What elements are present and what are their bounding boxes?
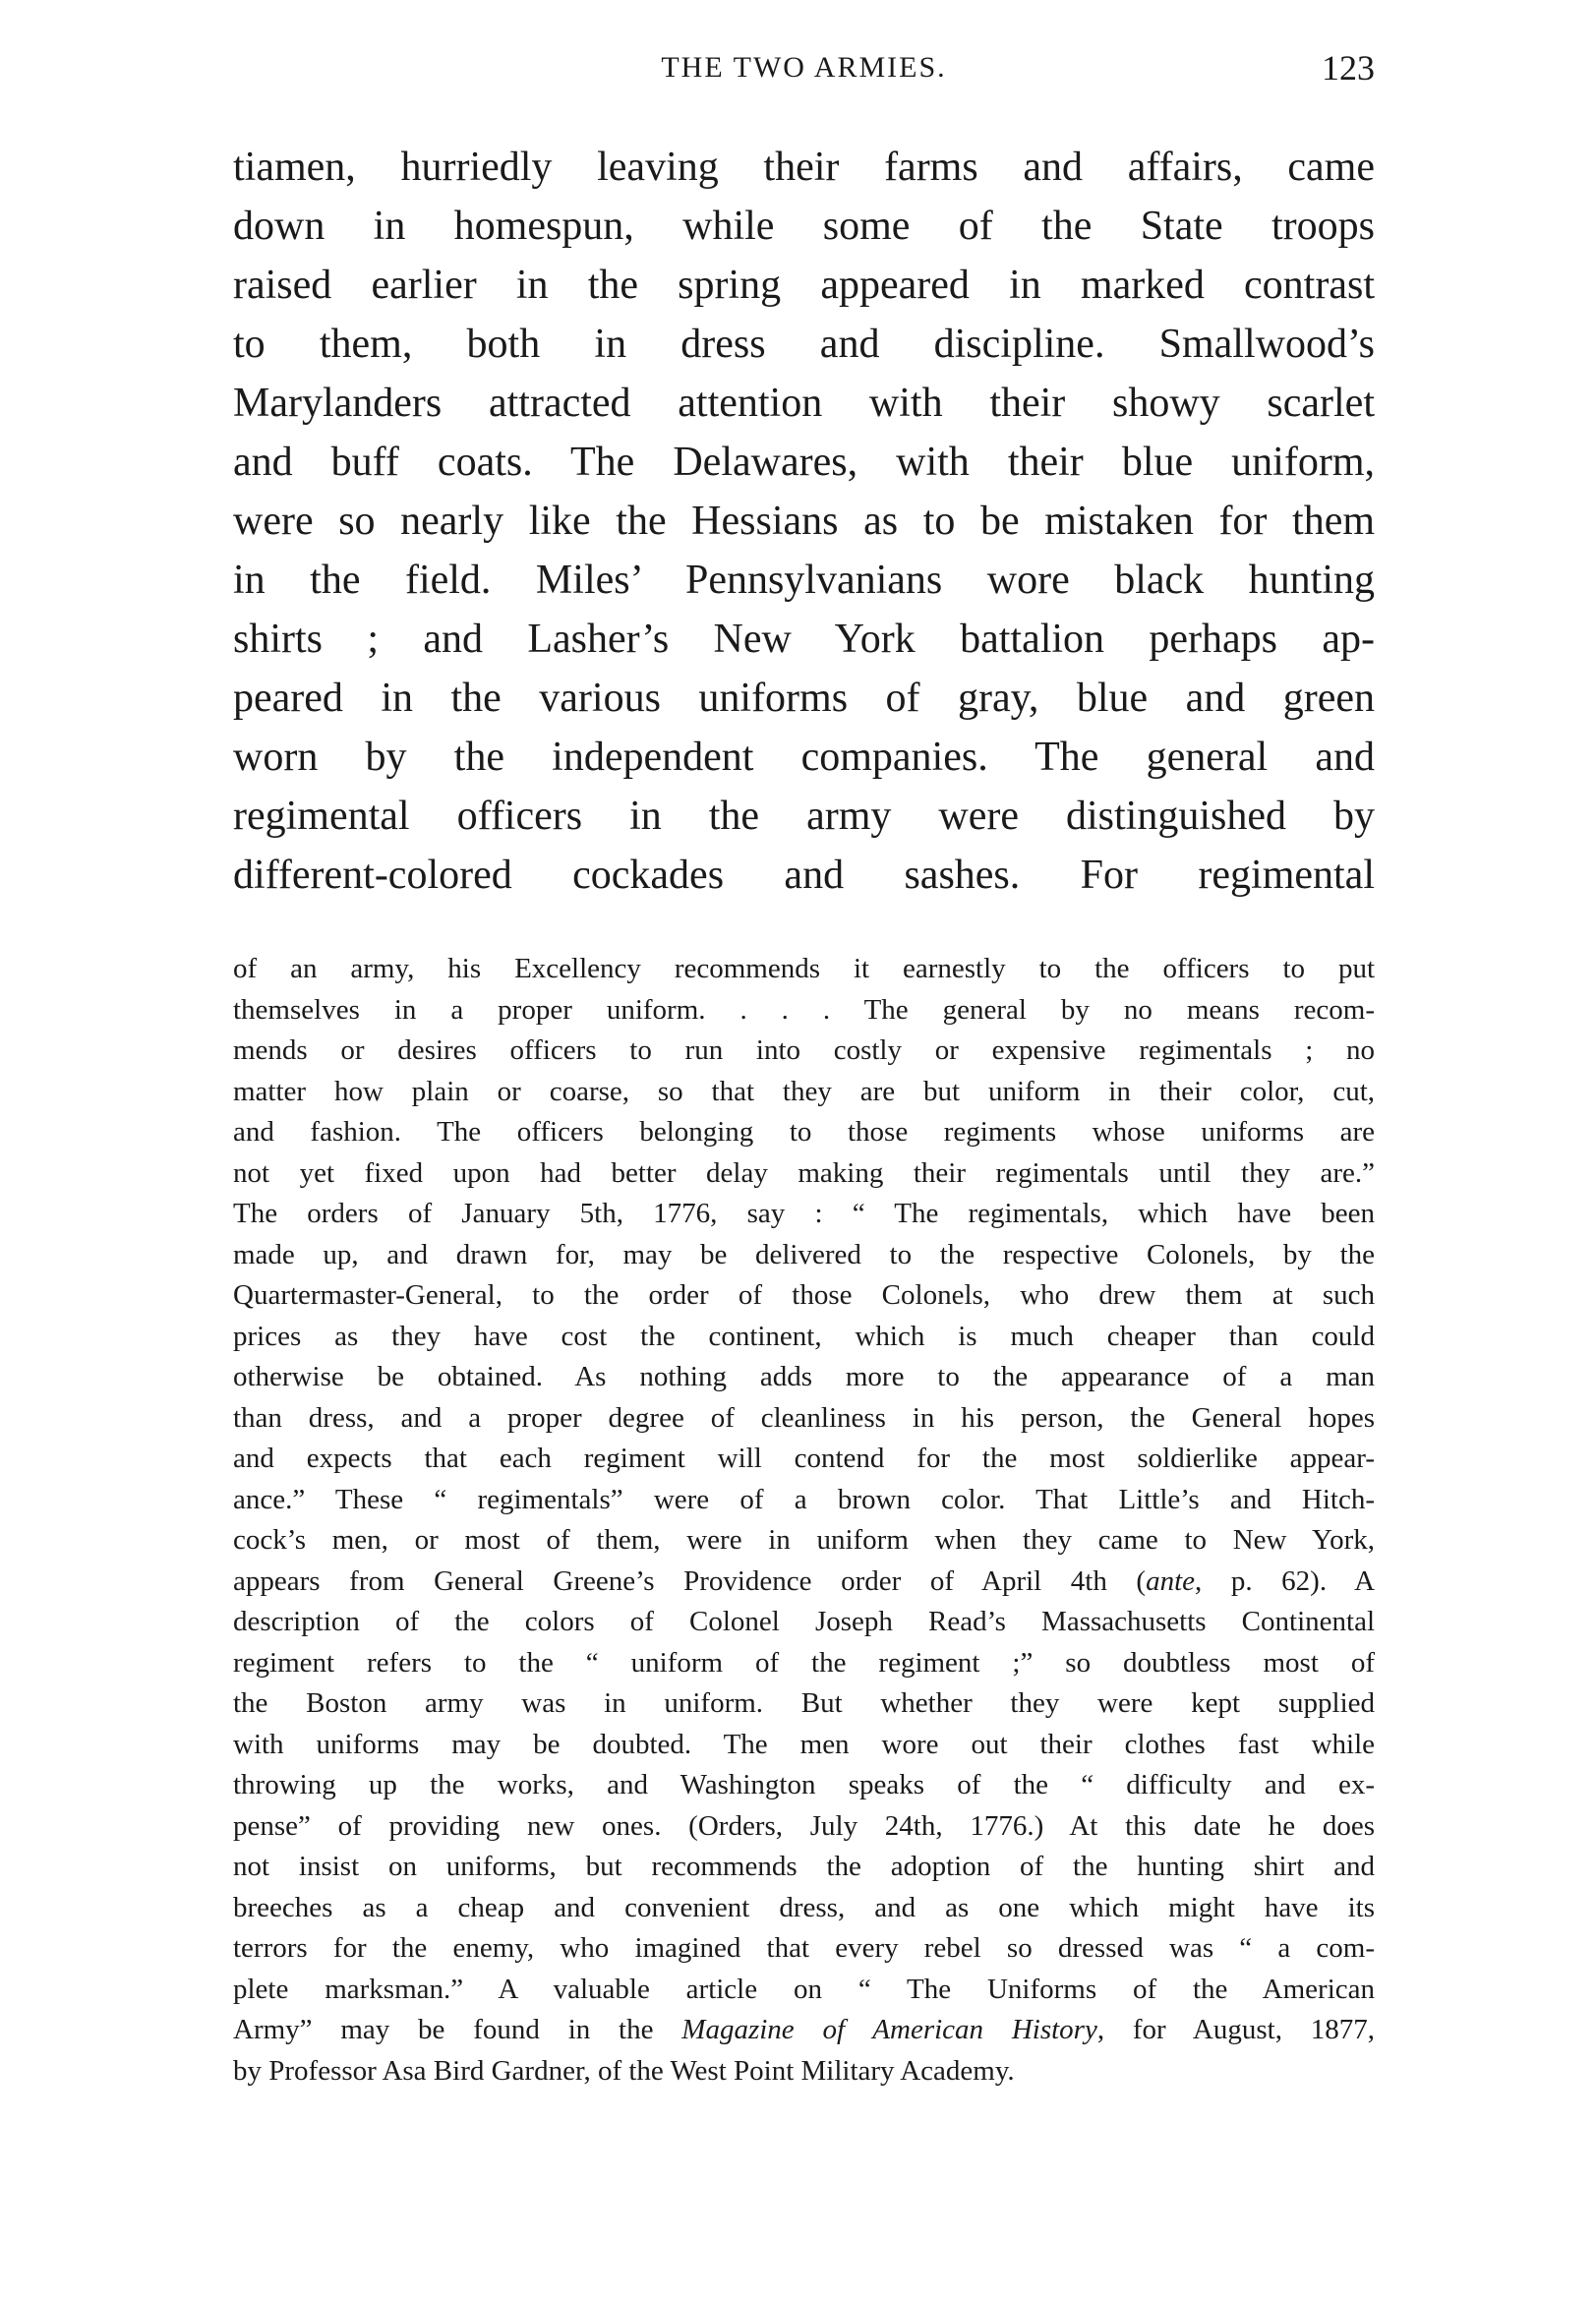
footnote-line	[233, 1072, 1375, 1113]
text-segment: themselves in a proper uniform. . . . The general by no means recom-	[233, 993, 1375, 1026]
text-segment: shirts ; and Lasher’s New York battalion perhaps ap-	[233, 617, 1375, 662]
text-segment: tiamen, hurriedly leaving their farms and affairs, came	[233, 145, 1375, 190]
footnote-line	[233, 1357, 1375, 1398]
footnote-line	[233, 1683, 1375, 1725]
text-segment: worn by the independent companies. The general and	[233, 735, 1375, 780]
body-line	[233, 669, 1375, 728]
text-segment: description of the colors of Colonel Joseph Read’s Massachusetts Continental	[233, 1606, 1375, 1637]
footnote-line	[233, 1847, 1375, 1888]
text-segment: , for August, 1877,	[1096, 2014, 1375, 2045]
footnote-line	[233, 1888, 1375, 1929]
footnote-line	[233, 1275, 1375, 1317]
body-line	[233, 374, 1375, 433]
footnote-line	[233, 1480, 1375, 1521]
footnote-line	[233, 1520, 1375, 1562]
text-segment: terrors for the enemy, who imagined that every rebel so dressed was “ a com-	[233, 1932, 1375, 1964]
text-segment: , p. 62). A	[1195, 1564, 1375, 1597]
text-segment: regiment refers to the “ uniform of the regiment ;” so doubtless most of	[233, 1646, 1375, 1679]
text-segment: of an army, his Excellency recommends it earnestly to the officers to put	[233, 953, 1375, 984]
text-segment: with uniforms may be doubted. The men wore out their clothes fast while	[233, 1728, 1375, 1760]
body-line	[233, 315, 1375, 374]
footnote-line	[233, 949, 1375, 990]
text-segment: Army” may be found in the	[233, 2014, 682, 2045]
footnote-line	[233, 1153, 1375, 1195]
footnote-line	[233, 1602, 1375, 1643]
body-line	[233, 728, 1375, 787]
text-segment: made up, and drawn for, may be delivered to the respective Colonels, by the	[233, 1238, 1375, 1270]
footnote-line	[233, 1806, 1375, 1848]
body-line	[233, 256, 1375, 315]
text-segment: in the field. Miles’ Pennsylvanians wore black hunting	[233, 558, 1375, 603]
running-title: THE TWO ARMIES.	[661, 51, 947, 84]
footnote-line	[233, 2051, 1375, 2093]
body-line	[233, 846, 1375, 905]
text-segment: than dress, and a proper degree of cleanliness in his person, the General hopes	[233, 1401, 1375, 1434]
text-segment: not yet fixed upon had better delay making their regimentals until they are.”	[233, 1156, 1375, 1189]
footnote-line	[233, 1928, 1375, 1970]
footnote-line	[233, 1643, 1375, 1684]
text-segment: by Professor Asa Bird Gardner, of the West Point Military Academy.	[233, 2054, 1015, 2087]
page-header	[233, 47, 1375, 96]
text-segment: to them, both in dress and discipline. Smallwood’s	[233, 322, 1375, 367]
text-segment: prices as they have cost the continent, which is much cheaper than could	[233, 1320, 1375, 1352]
text-segment: were so nearly like the Hessians as to be mistaken for them	[233, 499, 1375, 544]
footnote-line	[233, 1235, 1375, 1276]
text-segment: throwing up the works, and Washington speaks of the “ difficulty and ex-	[233, 1769, 1375, 1800]
text-segment: cock’s men, or most of them, were in uniform when they came to New York,	[233, 1524, 1375, 1556]
footnote-line	[233, 1765, 1375, 1806]
footnote-line	[233, 1031, 1375, 1072]
text-segment: not insist on uniforms, but recommends the adoption of the hunting shirt and	[233, 1851, 1375, 1882]
footnote-line	[233, 1439, 1375, 1480]
body-line	[233, 787, 1375, 846]
italic-title: ante	[1146, 1564, 1196, 1597]
footnote-line	[233, 990, 1375, 1032]
text-segment: mends or desires officers to run into costly or expensive regimentals ; no	[233, 1034, 1375, 1066]
italic-title: Magazine of American History	[681, 2014, 1097, 2045]
body-text	[233, 138, 1375, 905]
text-segment: ance.” These “ regimentals” were of a brown color. That Little’s and Hitch-	[233, 1483, 1375, 1515]
text-segment: different-colored cockades and sashes. For regimental	[233, 853, 1375, 898]
text-segment: breeches as a cheap and convenient dress, and as one which might have its	[233, 1891, 1375, 1923]
text-segment: matter how plain or coarse, so that they are but uniform in their color, cut,	[233, 1075, 1375, 1107]
body-line	[233, 197, 1375, 256]
text-segment: and fashion. The officers belonging to those regiments whose uniforms are	[233, 1116, 1375, 1148]
body-line	[233, 492, 1375, 551]
text-segment: Marylanders attracted attention with their showy scarlet	[233, 381, 1375, 426]
page-number: 123	[1322, 48, 1375, 88]
text-segment: The orders of January 5th, 1776, say : “ The regimentals, which have been	[233, 1198, 1375, 1229]
text-segment: and expects that each regiment will contend for the most soldierlike appear-	[233, 1443, 1375, 1474]
footnote-line	[233, 2010, 1375, 2051]
text-segment: regimental officers in the army were distinguished by	[233, 794, 1375, 839]
text-segment: and buff coats. The Delawares, with their blue uniform,	[233, 440, 1375, 485]
footnote-line	[233, 1562, 1375, 1603]
footnote-line	[233, 1194, 1375, 1235]
body-line	[233, 610, 1375, 669]
footnote	[233, 949, 1375, 2092]
footnote-line	[233, 1970, 1375, 2011]
text-segment: the Boston army was in uniform. But whether they were kept supplied	[233, 1687, 1375, 1719]
text-segment: Quartermaster-General, to the order of those Colonels, who drew them at such	[233, 1279, 1375, 1311]
text-segment: peared in the various uniforms of gray, blue and green	[233, 676, 1375, 721]
text-segment: appears from General Greene’s Providence order of April 4th (	[233, 1564, 1147, 1597]
footnote-line	[233, 1317, 1375, 1358]
text-segment: plete marksman.” A valuable article on “ The Uniforms of the American	[233, 1973, 1375, 2005]
footnote-line	[233, 1398, 1375, 1440]
body-line	[233, 433, 1375, 492]
footnote-line	[233, 1725, 1375, 1766]
text-segment: otherwise be obtained. As nothing adds more to the appearance of a man	[233, 1361, 1375, 1392]
body-line	[233, 551, 1375, 610]
footnote-line	[233, 1112, 1375, 1153]
text-segment: raised earlier in the spring appeared in marked contrast	[233, 263, 1375, 308]
text-segment: down in homespun, while some of the State troops	[233, 204, 1375, 249]
text-segment: pense” of providing new ones. (Orders, July 24th, 1776.) At this date he does	[233, 1809, 1375, 1842]
body-line	[233, 138, 1375, 197]
